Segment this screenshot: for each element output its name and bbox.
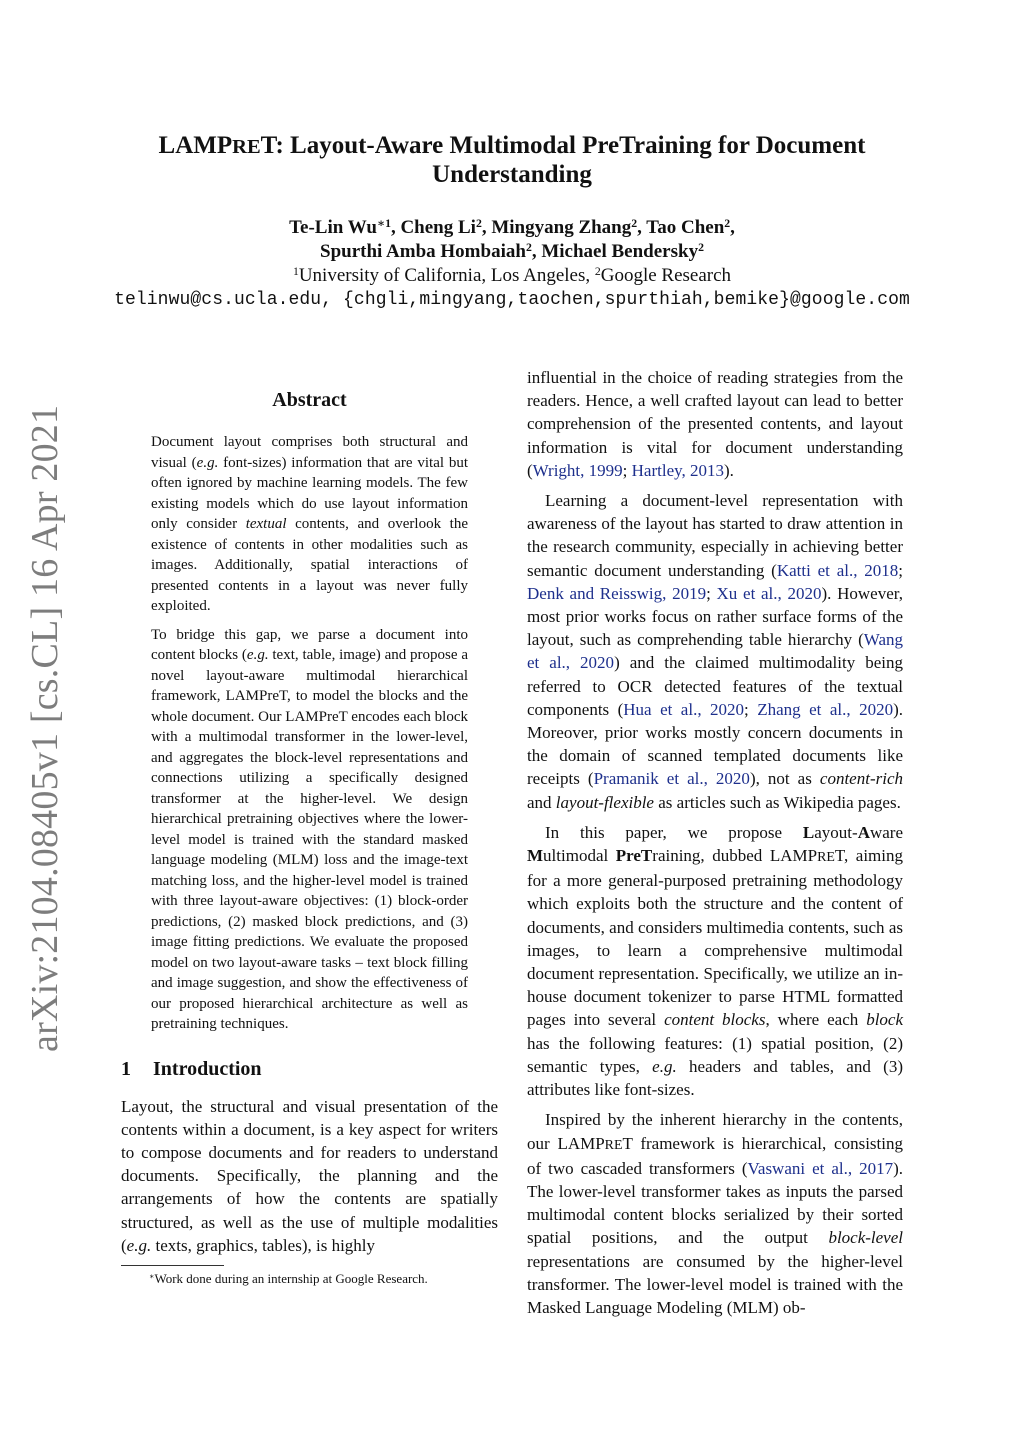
author-3-affil: 2 (631, 216, 638, 230)
right-p2-eg: e.g. (652, 1056, 677, 1076)
right-paragraph-1 (527, 489, 903, 814)
footnote-text: Work done during an internship at Google Research. (154, 1270, 428, 1286)
right-p0-text-a: influential in the choice of reading strategies from the readers. Hence, a well crafted layout can lead to better comprehension of the presented contents, and layout information is vital for document understanding ( (527, 368, 903, 480)
citation-link[interactable]: Wang et al., 2020 (527, 630, 903, 673)
right-p2-text-d: has the following features: (1) spatial position, (2) semantic types, (527, 1033, 903, 1076)
author-4: , Tao Chen (637, 217, 725, 238)
citation-link[interactable]: Denk and Reisswig, 2019 (527, 583, 707, 603)
section-heading-introduction (121, 1055, 498, 1083)
author-6-affil: 2 (698, 240, 704, 254)
abstract-p2-text-a: To bridge this gap, we parse a document into content blocks ( (151, 626, 468, 663)
abstract-paragraph-2 (151, 625, 468, 1035)
affiliations (40, 264, 984, 288)
author-names-line-1 (40, 216, 984, 240)
title-name-part-1: LAMP (158, 132, 233, 159)
affil-2-mark: 2 (594, 264, 601, 278)
arxiv-side-stamp: arXiv:2104.08405v1 [cs.CL] 16 Apr 2021 (24, 404, 66, 1052)
right-p1-text-g: as articles such as Wikipedia pages. (653, 792, 901, 812)
affil-1: University of California, Los Angeles, (298, 265, 595, 286)
abstract-p1-text-c: contents, and overlook the existence of contents in other modalities such as images. Additionally, spatial interactions of presented contents in a layout was never fully exploited. (151, 516, 468, 614)
footnote-rule (121, 1265, 224, 1266)
acronym-letter: PreT (615, 846, 653, 866)
citation-link[interactable]: Pramanik et al., 2020 (593, 769, 750, 789)
right-p1-italic-layout-flexible: layout-flexible (555, 792, 654, 812)
intro-paragraph-1 (121, 1095, 498, 1257)
acronym-letter: L (802, 822, 815, 842)
model-name-part-3: T (834, 846, 844, 866)
right-p2-italic-block: block (866, 1010, 904, 1030)
citation-link[interactable]: Katti et al., 2018 (776, 560, 899, 580)
citation-link[interactable]: Wright, 1999 (532, 460, 623, 480)
citation-separator: ; (744, 699, 758, 719)
citation-separator: ; (898, 560, 904, 580)
citation-link[interactable]: Xu et al., 2020 (716, 583, 822, 603)
right-p2-text-c: , where each (765, 1010, 867, 1030)
right-p2-text-a: In this paper, we propose (545, 822, 803, 842)
author-1-affil: ∗1 (376, 216, 391, 230)
right-p3-text-c: ). The lower-level transformer takes as inputs the parsed multimodal content blocks serialized by their sorted spatial positions, and the output (527, 1158, 903, 1248)
right-paragraph-3 (527, 1108, 903, 1319)
abstract-p2-text-b: text, table, image) and propose a novel layout-aware multimodal hierarchical framework, LAMPreT, to model the blocks and the whole document. Our LAMPreT encodes each block with a multimodal transformer in the lower-level, and aggregates the block-level representations and connections utilizing a specifically designed transformer at the higher-level. We design hierarchical pretraining objectives where the lower-level model is trained with the standard masked language modeling (MLM) loss and the image-text matching loss, and the higher-level model is trained with three layout-aware objectives: (1) block-order predictions, (2) masked block predictions, and (3) image fitting predictions. We evaluate the proposed model on two layout-aware tasks – text block filling and image suggestion, and show the effectiveness of our proposed hierarchical architecture as well as pretraining techniques. (151, 647, 468, 1032)
intro-body (121, 1095, 498, 1257)
acronym-letter: M (527, 846, 544, 866)
authors-block (40, 216, 984, 312)
right-column (527, 366, 903, 1326)
footnote (121, 1270, 498, 1287)
model-name-part-1: LAMP (557, 1133, 605, 1153)
author-5-affil: 2 (525, 240, 532, 254)
right-p3-text-a: Inspired by the inherent hierarchy in the contents, our (527, 1110, 903, 1153)
citation-link[interactable]: Hua et al., 2020 (623, 699, 745, 719)
right-p2-italic-content-blocks: content blocks (664, 1010, 766, 1030)
citation-separator: ; (706, 583, 717, 603)
author-names-line-2 (40, 240, 984, 264)
citation-link[interactable]: Hartley, 2013 (631, 460, 725, 480)
intro-p1-text-b: texts, graphics, tables), is highly (151, 1235, 376, 1255)
model-name-part-3: T (622, 1133, 633, 1153)
abstract-p1-text-b: font-sizes) information that are vital but often ignored by machine learning models. The few existing models which do use layout information only consider (151, 454, 469, 532)
right-p1-text-e: ), not as (749, 769, 820, 789)
abstract-p1-text-a: Document layout comprises both structural and visual ( (151, 434, 468, 471)
abstract-p2-eg: e.g. (246, 647, 269, 663)
right-p1-italic-content-rich: content-rich (819, 769, 903, 789)
right-p3-italic-block-level: block-level (828, 1228, 903, 1248)
section-number: 1 (121, 1057, 131, 1080)
model-name-part-2: RE (817, 850, 835, 866)
abstract-heading: Abstract (272, 389, 347, 411)
author-6: , Michael Bendersky (531, 241, 699, 262)
right-paragraph-2 (527, 821, 903, 1101)
acronym-rest: raining, dubbed (652, 846, 770, 866)
author-4-affil: 2 (724, 216, 731, 230)
right-p1-text-d: ). Moreover, prior works mostly concern documents in the domain of scanned templated documents like receipts ( (527, 699, 903, 789)
author-2-affil: 2 (475, 216, 482, 230)
left-column (121, 386, 498, 1287)
right-p3-text-d: representations are consumed by the higher-level transformer. The lower-level model is trained with the Masked Language Modeling (MLM) ob- (527, 1251, 903, 1317)
author-4-comma: , (730, 217, 735, 238)
citation-link[interactable]: Vaswani et al., 2017 (747, 1158, 894, 1178)
right-p1-text-a: Learning a document-level representation with awareness of the layout has started to draw attention in the research community, especially in achieving better semantic document understanding ( (527, 491, 903, 580)
right-p1-text-f: and (527, 792, 556, 812)
acronym-rest: ware (869, 822, 903, 842)
right-p1-text-b: ). However, most prior works focus on rather surface forms of the layout, such as comprehending table hierarchy ( (527, 583, 903, 650)
affil-2: Google Research (600, 265, 732, 286)
title-name-part-3: T (260, 132, 276, 159)
author-5: Spurthi Amba Hombaiah (320, 241, 526, 262)
section-title-text: Introduction (153, 1057, 262, 1080)
intro-p1-eg: e.g. (126, 1235, 152, 1255)
right-p2-text-b: , aiming for a more general-purposed pretraining methodology which exploits both the structure and the content of documents, and considers multimedia contents, such as images, to learn a comprehensive multimodal document representation. Specifically, we utilize an in-house document tokenizer to parse HTML formatted pages into several (527, 846, 904, 1030)
model-name-part-1: LAMP (769, 846, 818, 866)
acronym-rest: ayout- (814, 822, 858, 842)
author-2: , Cheng Li (390, 217, 476, 238)
title-rest: : Layout-Aware Multimodal PreTraining for Document Understanding (275, 132, 866, 188)
abstract-body (151, 432, 468, 1035)
right-p1-text-c: ) and the claimed multimodality being referred to OCR detected features of the textual components ( (527, 653, 903, 719)
abstract-paragraph-1 (151, 432, 468, 617)
right-p0-text-b: ). (724, 460, 734, 480)
title-name-part-2: RE (232, 136, 261, 158)
right-paragraph-0 (527, 366, 903, 482)
abstract-p1-eg: e.g. (196, 454, 219, 471)
affil-1-mark: 1 (292, 264, 299, 278)
model-name-part-2: RE (604, 1137, 623, 1153)
intro-p1-text-a: Layout, the structural and visual presentation of the contents within a document, is a key aspect for writers to compose documents and for readers to understand documents. Specifically, the planning and the arrangements of how the contents are spatially structured, as well as the use of multiple modalities ( (121, 1096, 498, 1255)
right-p3-text-b: framework is hierarchical, consisting of two cascaded transformers ( (527, 1133, 903, 1178)
citation-link[interactable]: Zhang et al., 2020 (757, 699, 894, 719)
paper-title (120, 132, 904, 189)
acronym-rest: ultimodal (543, 846, 616, 866)
author-emails: telinwu@cs.ucla.edu, {chgli,mingyang,taochen,spurthiah,bemike}@google.com (114, 290, 910, 310)
citation-separator: ; (622, 460, 632, 480)
abstract-p1-textual: textual (245, 516, 287, 532)
author-1: Te-Lin Wu (289, 217, 377, 238)
right-p2-text-e: headers and tables, and (3) attributes like font-sizes. (527, 1056, 903, 1100)
footnote-mark: ∗ (149, 1271, 155, 1281)
author-3: , Mingyang Zhang (481, 217, 632, 238)
acronym-letter: A (857, 822, 870, 842)
